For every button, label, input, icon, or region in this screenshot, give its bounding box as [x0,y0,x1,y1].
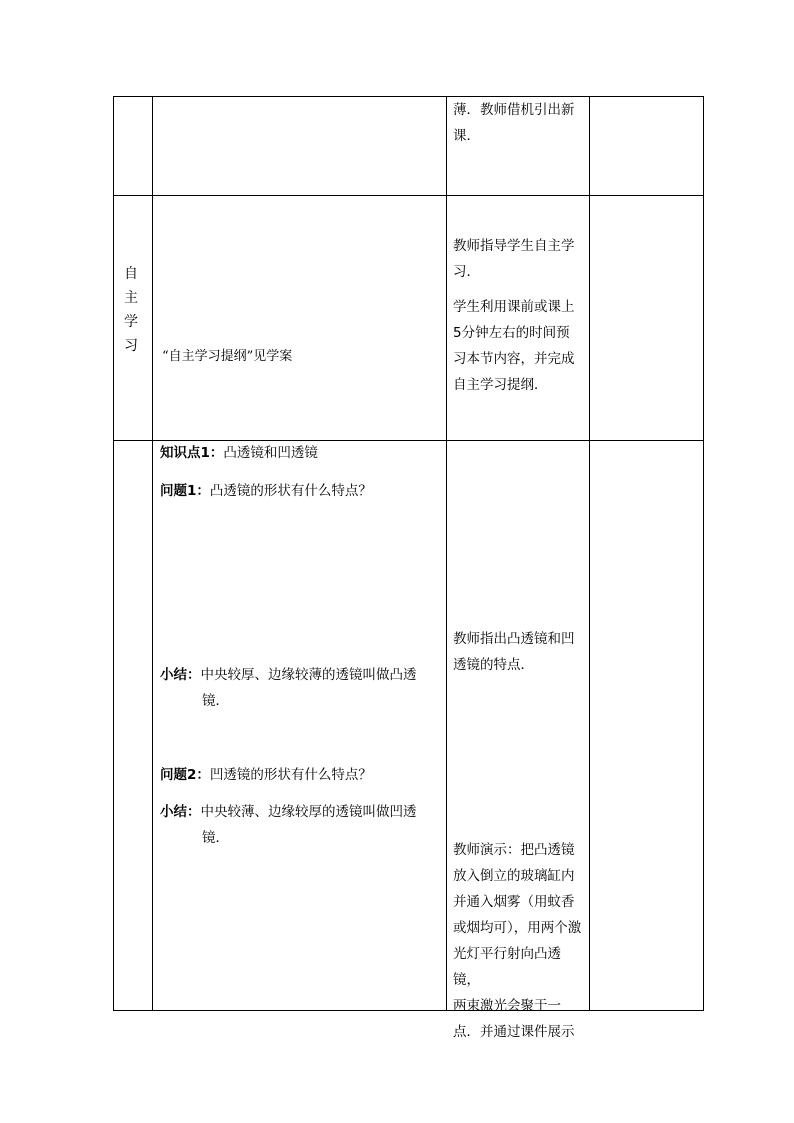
text-line: 或烟均可），用两个激 [453,920,582,936]
summary-text-continued: 镜． [202,830,229,846]
text-line: 教师指出凸透镜和凹 [453,631,575,647]
table-border-left [113,96,114,1011]
summary-text-continued: 镜． [202,693,229,709]
text-line: 两束激光会聚于一 [453,998,561,1014]
table-border-right [703,96,704,1011]
column-divider [446,96,447,1011]
text-line: 教师指导学生自主学 [453,238,575,254]
row2-stage-label [121,262,141,358]
question-text: 凸透镜的形状有什么特点？ [209,483,372,499]
question-text: 凹透镜的形状有什么特点？ [209,767,372,783]
summary-2 [160,799,442,851]
label-char: 主 [124,290,138,306]
table-border-top [113,96,704,97]
summary-1 [160,662,442,714]
column-divider [589,96,590,1011]
summary-label: 小结： [160,667,201,683]
knowledge-point-heading [160,440,442,466]
label-char: 习 [124,338,138,354]
text-line: 5分钟左右的时间预 [453,325,570,341]
text-line: 习本节内容，并完成 [453,351,575,367]
summary-text: 中央较厚、边缘较薄的透镜叫做凸透 [200,667,417,683]
label-char: 学 [124,314,138,330]
text-line: 并通入烟雾（用蚊香 [453,894,575,910]
text-line: 习． [453,264,480,280]
question-2 [160,762,442,788]
table-border-bottom [113,1010,704,1011]
row2-teacher-activity [453,233,585,398]
question-label: 问题2： [160,767,210,783]
row2-content: “自主学习提纲”见学案 [162,349,293,364]
text-line: 透镜的特点． [453,657,534,673]
text-line: 课． [453,128,480,144]
knowledge-point-title: 凸透镜和凹透镜 [223,445,318,461]
row3-teacher-activity-1 [453,626,585,678]
summary-text: 中央较薄、边缘较厚的透镜叫做凹透 [200,804,417,820]
question-1 [160,478,442,504]
text-line: 学生利用课前或课上 [453,299,575,315]
row1-teacher-activity [453,97,585,149]
text-line: 光灯平行射向凸透镜， [453,946,561,988]
text-line: 薄．教师借机引出新 [453,102,575,118]
summary-label: 小结： [160,804,201,820]
knowledge-point-label: 知识点1： [160,445,224,461]
text-line: 放入倒立的玻璃缸内 [453,868,575,884]
column-divider [152,96,153,1011]
question-label: 问题1： [160,483,210,499]
text-line: 点．并通过课件展示 [453,1024,575,1040]
row-divider [113,195,704,196]
text-line: 教师演示：把凸透镜 [453,842,575,858]
row3-teacher-activity-2 [453,837,585,1045]
text-line: 自主学习提纲． [453,377,548,393]
label-char: 自 [124,266,138,282]
